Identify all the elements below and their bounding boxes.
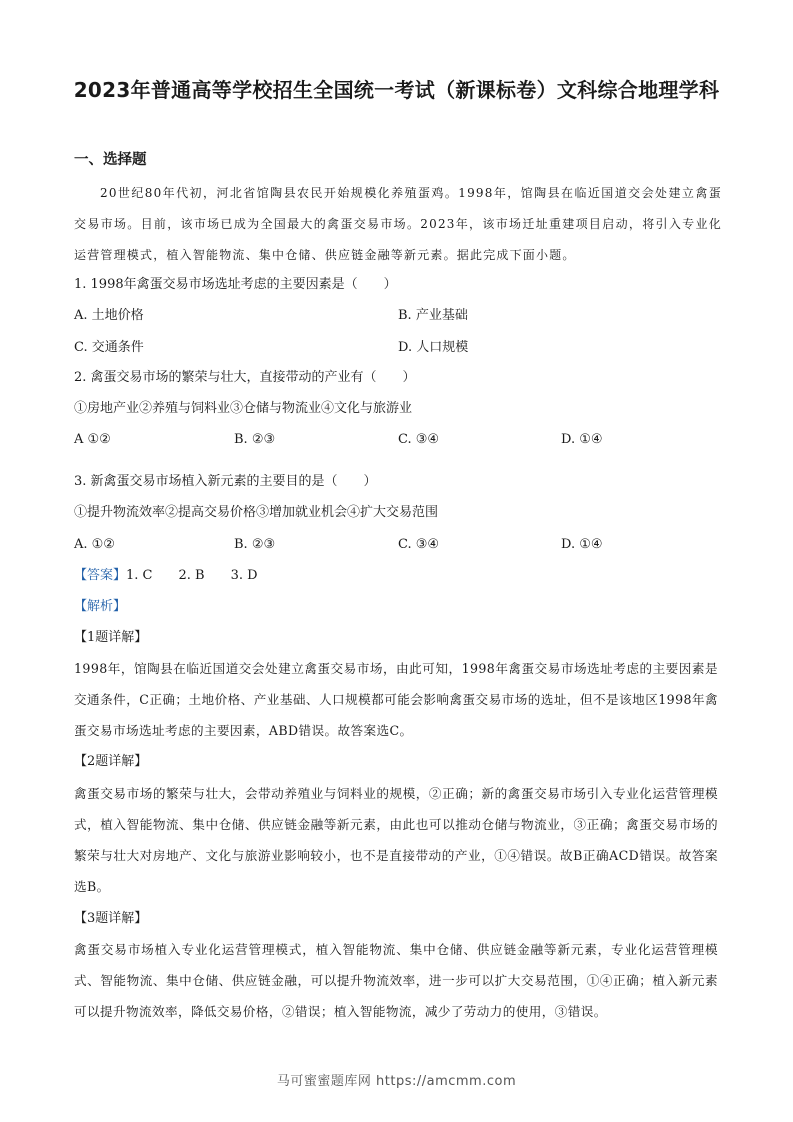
question-2-option-d[interactable]: D. ①④ — [561, 432, 603, 447]
question-3-option-c[interactable]: C. ③④ — [398, 537, 440, 552]
question-2-option-c[interactable]: C. ③④ — [398, 432, 440, 447]
question-3-items: ①提升物流效率②提高交易价格③增加就业机会④扩大交易范围 — [74, 505, 439, 520]
question-2-option-b[interactable]: B. ②③ — [234, 432, 276, 447]
detail-1-label: 【1题详解】 — [74, 630, 148, 645]
footer-watermark: 马可蜜蜜题库网 https://amcmm.com — [276, 1074, 517, 1089]
question-2-items: ①房地产业②养殖与饲料业③仓储与物流业④文化与旅游业 — [74, 401, 413, 416]
question-3-option-b[interactable]: B. ②③ — [234, 537, 276, 552]
question-2-option-a[interactable]: A ①② — [74, 432, 111, 447]
answer-values: 1. C 2. B 3. D — [126, 568, 258, 583]
question-1-option-c[interactable]: C. 交通条件 — [74, 340, 144, 355]
detail-3-label: 【3题详解】 — [74, 911, 148, 926]
question-1-option-b[interactable]: B. 产业基础 — [398, 308, 468, 323]
answer-line — [74, 560, 722, 591]
detail-2-text: 禽蛋交易市场的繁荣与壮大，会带动养殖业与饲料业的规模，②正确；新的禽蛋交易市场引入专业化运营管理模式，植入智能物流、集中仓储、供应链金融等新元素，由此也可以推动仓储与物流业，③正确；禽蛋交易市场的繁荣与壮大对房地产、文化与旅游业影响较小，也不是直接带动的产业，①④错误。故B正确ACD错误。故答案选B。 — [74, 786, 718, 894]
question-3-stem: 3. 新禽蛋交易市场植入新元素的主要目的是（ ） — [74, 474, 377, 489]
section-heading: 一、选择题 — [74, 152, 147, 168]
question-1-option-d[interactable]: D. 人口规模 — [398, 340, 469, 355]
page-title: 2023年普通高等学校招生全国统一考试（新课标卷）文科综合地理学科 — [73, 78, 720, 102]
answer-label: 【答案】 — [74, 568, 127, 583]
detail-1-text: 1998年，馆陶县在临近国道交会处建立禽蛋交易市场，由此可知，1998年禽蛋交易市场选址考虑的主要因素是交通条件，C正确；土地价格、产业基础、人口规模都可能会影响禽蛋交易市场的选址，但不是该地区1998年禽蛋交易市场选址考虑的主要因素，ABD错误。故答案选C。 — [74, 661, 718, 738]
question-2-stem: 2. 禽蛋交易市场的繁荣与壮大，直接带动的产业有（ ） — [74, 370, 416, 385]
analysis-label: 【解析】 — [74, 599, 127, 614]
detail-2-label: 【2题详解】 — [74, 754, 148, 769]
question-1-stem: 1. 1998年禽蛋交易市场选址考虑的主要因素是（ ） — [74, 277, 397, 292]
question-3-option-a[interactable]: A. ①② — [74, 537, 115, 552]
question-3-option-d[interactable]: D. ①④ — [561, 537, 603, 552]
question-1-option-a[interactable]: A. 土地价格 — [74, 308, 144, 323]
intro-paragraph: 20世纪80年代初，河北省馆陶县农民开始规模化养殖蛋鸡。1998年，馆陶县在临近国道交会处建立禽蛋交易市场。目前，该市场已成为全国最大的禽蛋交易市场。2023年，该市场迁址重建项目启动，将引入专业化运营管理模式，植入智能物流、集中仓储、供应链金融等新元素。据此完成下面小题。 — [74, 186, 722, 262]
detail-3-text: 禽蛋交易市场植入专业化运营管理模式，植入智能物流、集中仓储、供应链金融等新元素，专业化运营管理模式、智能物流、集中仓储、供应链金融，可以提升物流效率，进一步可以扩大交易范围，①④正确；植入新元素可以提升物流效率，降低交易价格，②错误；植入智能物流，减少了劳动力的使用，③错误。 — [74, 942, 718, 1019]
